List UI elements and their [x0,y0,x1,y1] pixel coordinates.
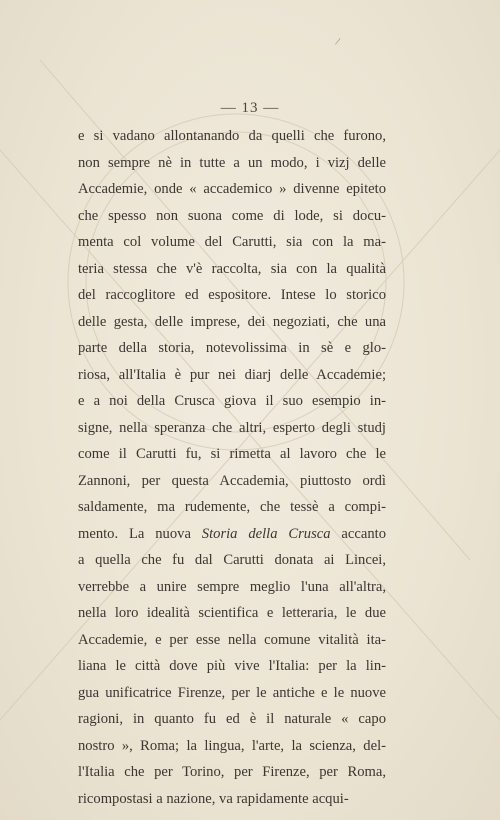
text-line: teria stessa che v'è raccolta, sia con la qualità [78,260,386,277]
text-line: parte della storia, notevolissima in sè e glo- [78,340,386,356]
text-line: e si vadano allontanando da quelli che furono, [78,128,386,144]
text-line: verrebbe a unire sempre meglio l'una all'altra, [78,578,386,595]
body-text [78,123,386,812]
text-line: a quella che fu dal Carutti donata ai Lincei, [78,552,386,568]
text-line: riosa, all'Italia è pur nei diarj delle Accademie; [78,366,386,383]
text-line: signe, nella speranza che altri, esperto degli studj [78,419,386,436]
text-line: ragioni, in quanto fu ed è il naturale « capo [78,711,386,727]
italic-title: Storia della Crusca [201,525,331,542]
text-line: del raccoglitore ed espositore. Intese lo storico [78,287,386,303]
page-number: — 13 — [220,100,280,116]
text-line: Accademie, onde « accademico » divenne epiteto [78,181,386,197]
text-line: non sempre nè in tutte a un modo, i vizj delle [78,154,386,171]
text-line: nella loro idealità scientifica e letteraria, le due [78,605,386,621]
text-line: ricompostasi a nazione, va rapidamente acqui- [78,790,349,807]
text-line: che spesso non suona come di lode, si docu- [78,207,386,224]
text-line: gua unificatrice Firenze, per le antiche e le nuove [78,684,386,701]
text-line: saldamente, ma rudemente, che tessè a compi- [78,499,386,515]
text-line: menta col volume del Carutti, sia con la ma- [78,234,386,250]
text-line: mento. La nuova Storia della Crusca accanto [78,525,386,542]
text-line: delle gesta, delle imprese, dei negoziati, che una [78,313,386,330]
text-line: l'Italia che per Torino, per Firenze, per Roma, [78,764,386,780]
text-line: nostro », Roma; la lingua, l'arte, la scienza, del- [78,737,386,754]
corner-mark: / [334,35,342,49]
text-line: Accademie, e per esse nella comune vitalità ita- [78,631,386,648]
text-line: e a noi della Crusca giova il suo esempio in- [78,393,386,409]
text-line: Zannoni, per questa Accademia, piuttosto ordì [78,472,386,489]
text-line: come il Carutti fu, si rimetta al lavoro che le [78,446,386,462]
text-line: liana le città dove più vive l'Italia: per la lin- [78,658,386,674]
